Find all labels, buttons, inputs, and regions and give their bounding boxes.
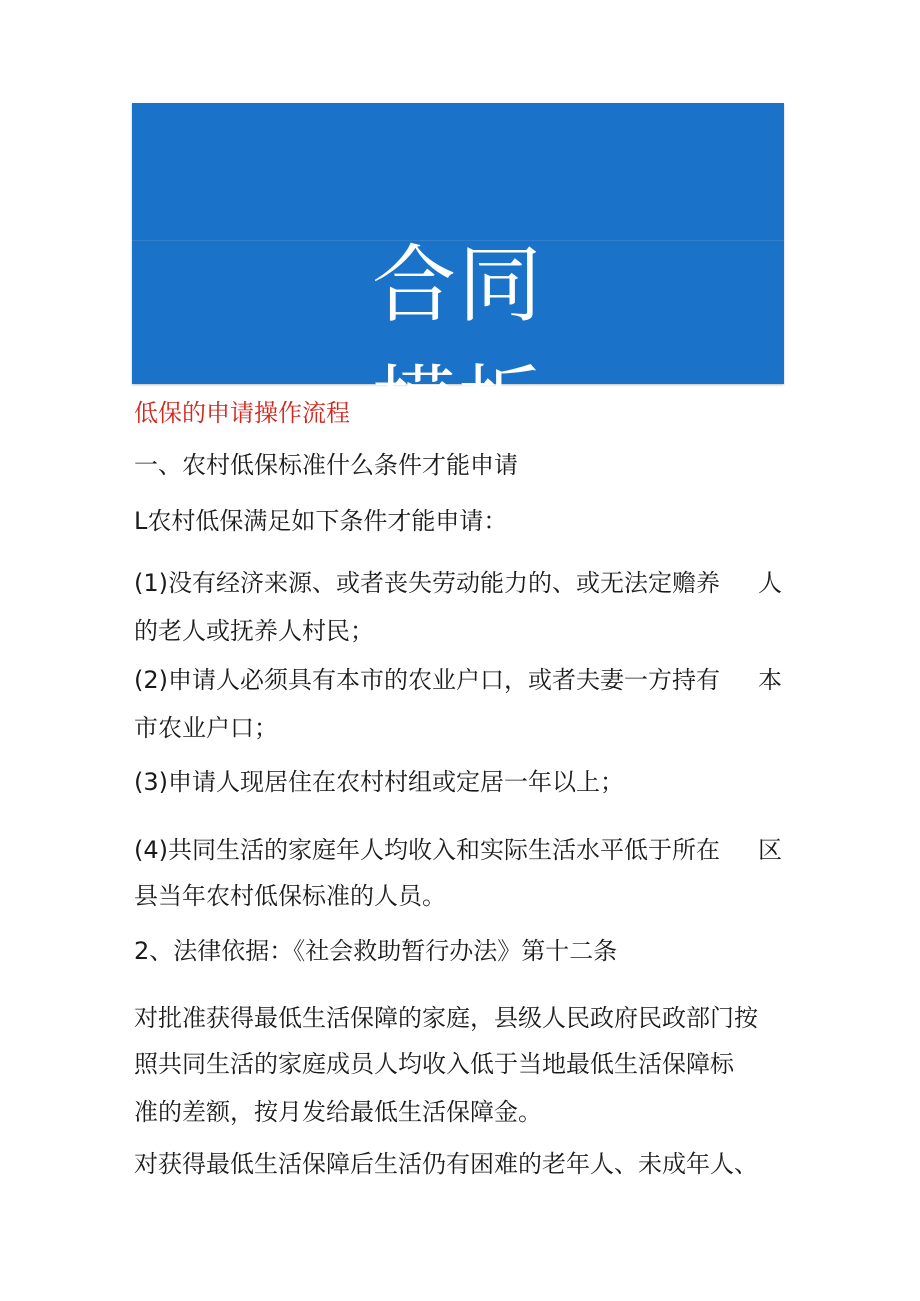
- condition3: (3)申请人现居住在农村村组或定居一年以上；: [134, 768, 624, 796]
- condition1-line1: [134, 567, 782, 599]
- condition4-line1: [134, 834, 782, 866]
- section1-title: 一、农村低保标准什么条件才能申请: [134, 451, 518, 479]
- condition2-line1-text: (2)申请人必须具有本市的农业户口，或者夫妻一方持有: [134, 666, 720, 694]
- condition4-line1-text: (4)共同生活的家庭年人均收入和实际生活水平低于所在: [134, 836, 720, 864]
- condition2-line2: 市农业户口；: [134, 714, 278, 742]
- paragraph2-line1: 对获得最低生活保障后生活仍有困难的老年人、未成年人、: [134, 1150, 758, 1178]
- banner-title-line2: 模板: [371, 356, 544, 454]
- condition1-line2: 的老人或抚养人村民；: [134, 617, 374, 645]
- condition1-line1-end: 人: [758, 569, 782, 597]
- item1-intro: L农村低保满足如下条件才能申请：: [134, 507, 508, 535]
- banner-title-line1: 合同: [371, 236, 544, 334]
- document-heading: 低保的申请操作流程: [134, 399, 350, 427]
- paragraph1-line3: 准的差额，按月发给最低生活保障金。: [134, 1098, 542, 1126]
- condition1-line1-text: (1)没有经济来源、或者丧失劳动能力的、或无法定赡养: [134, 569, 720, 597]
- item2-legal-basis: 2、法律依据：《社会救助暂行办法》第十二条: [134, 937, 618, 965]
- condition4-line1-end: 区: [758, 836, 782, 864]
- condition2-line1: [134, 664, 782, 696]
- paragraph1-line1: 对批准获得最低生活保障的家庭，县级人民政府民政部门按: [134, 1004, 758, 1032]
- condition2-line1-end: 本: [758, 666, 782, 694]
- paragraph1-line2: 照共同生活的家庭成员人均收入低于当地最低生活保障标: [134, 1050, 734, 1078]
- condition4-line2: 县当年农村低保标准的人员。: [134, 882, 446, 910]
